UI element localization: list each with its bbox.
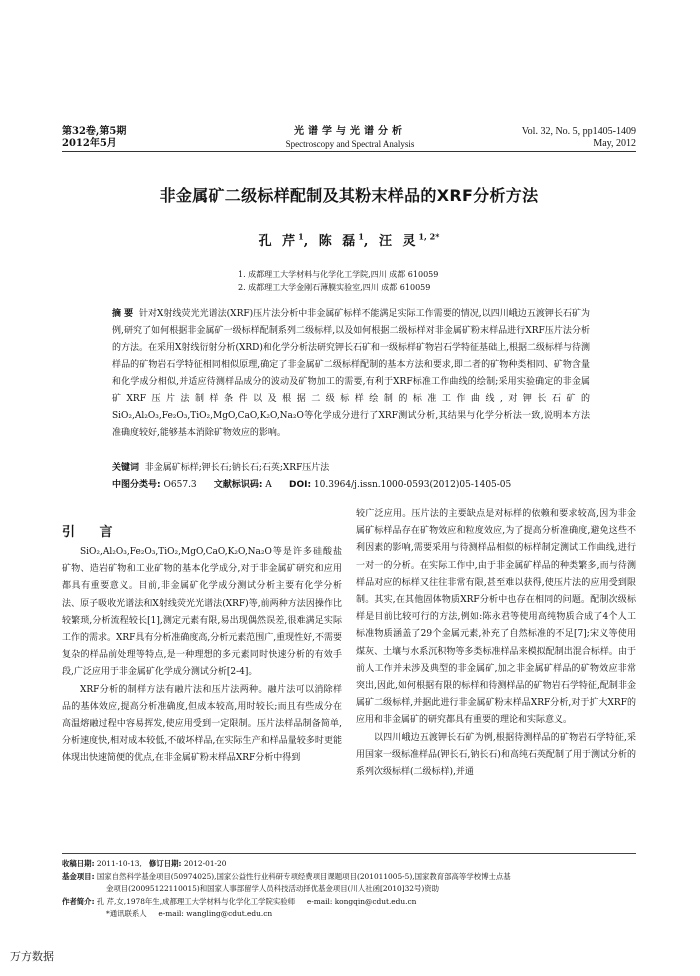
- classification: [112, 477, 590, 494]
- date-cn: 2012年5月: [62, 138, 117, 149]
- fund-line-continued: 金项目(20095122110015)和国家人事部留学人员科技活动择优基金项目(川人社函[2010]32号)资助: [106, 884, 440, 893]
- corresponding-label: *通讯联系人: [106, 909, 147, 918]
- affiliation: 1. 成都理工大学材料与化学化工学院,四川 成都 610059: [238, 270, 439, 279]
- abstract: [112, 306, 590, 442]
- footnotes: [62, 858, 636, 921]
- keywords-label: 关键词: [112, 463, 140, 473]
- author-name: 孔 芹: [258, 234, 299, 249]
- author-bio: 孔 芹,女,1978年生,成都理工大学材料与化学化工学院实验师: [96, 896, 296, 906]
- body-column-left: [62, 544, 342, 768]
- doi-label: DOI:: [288, 480, 312, 490]
- section-heading-intro: 引 言: [62, 525, 123, 540]
- fund-line: [62, 871, 636, 884]
- paragraph: 以四川峨边五渡钾长石矿为例,根据待测样品的矿物岩石学特征,采用国家一级标准样品(钾长石,钠长石)和高纯石英配制了用于测试分析的系列次级标样(二级标样),并通: [356, 732, 636, 778]
- author-name: 陈 磊: [318, 234, 359, 249]
- body-column-right: [356, 506, 636, 781]
- received-label: 收稿日期:: [62, 859, 95, 868]
- affiliation: 2. 成都理工大学金刚石薄膜实验室,四川 成都 610059: [238, 283, 431, 292]
- journal-name-cn: 光谱学与光谱分析: [294, 126, 406, 137]
- corresponding-line: [62, 908, 636, 921]
- received-date: 2011-10-13,: [96, 859, 142, 868]
- paragraph: SiO₂,Al₂O₃,Fe₂O₃,TiO₂,MgO,CaO,K₂O,Na₂O等是许多硅酸盐矿物、造岩矿物和工业矿物的基本化学成分,对于非金属矿研究和应用都具有重要意义。目前,非金属矿化学成分测试分析主要有化学分析法、原子吸收光谱法和X射线荧光光谱法(XRF)等,前两种方法因操作比较繁琐,分析流程较长[1],测定元素有限,易出现偶然误差,很难满足实际工作的需求。XRF具有分析准确度高,分析元素范围广,重现性好,不需要复杂的样品前处理等特点,是一种理想的多元素同时快速分析的有效手段,广泛应用于非金属矿化学成分测试分析[2-4]。: [62, 547, 343, 678]
- journal-name-en: Spectroscopy and Spectral Analysis: [285, 139, 415, 149]
- author-mark: 1, 2*: [418, 231, 440, 242]
- clc-label: 中图分类号:: [112, 480, 161, 490]
- author-bio-label: 作者简介:: [62, 896, 95, 906]
- fund-label: 基金项目:: [62, 871, 95, 881]
- keywords-text: 非金属矿标样;钾长石;钠长石;石英;XRF压片法: [144, 463, 330, 473]
- fund-text: 国家自然科学基金项目(50974025),国家公益性行业科研专项经费项目课题项目(201011005-5),国家教育部高等学校博士点基: [96, 871, 511, 881]
- paragraph: 较广泛应用。压片法的主要缺点是对标样的依赖和要求较高,因为非金属矿标样品存在矿物效应和粒度效应,为了提高分析准确度,避免这些不利因素的影响,需要采用与待测样品相似的标样制定测试工作曲线,进行一对一的分析。在实际工作中,由于非金属矿样品的种类繁多,而与待测样品对应的标样又往往非常有限,甚至难以获得,使压片法的应用受到限制。其实,在其他固体物质XRF分析中也存在相同的问题。配制次级标样是目前比较可行的方法,例如:陈永君等使用高纯物质合成了4个人工标准物质涵盖了29个金属元素,补充了自然标准的不足[7];宋义等使用煤灰、土壤与水系沉积物等多类标准样品来模拟配制出混合标样。由于前人工作并未涉及典型的非金属矿,加之非金属矿样品的矿物效应非常突出,因此,如何根据有限的标样和待测样品的矿物岩石学特征,配制非金属矿二级标样,并据此进行非金属矿粉末样品XRF分析,对于扩大XRF的应用和非金属矿的研究都具有重要的理论和实际意义。: [356, 509, 636, 726]
- journal-issue-cn: [62, 126, 126, 150]
- doc-code-label: 文献标识码:: [213, 480, 263, 490]
- author-list: 孔 芹$^1$, 陈 磊$^1$, 汪 灵$^{1, 2*}$: [258, 231, 440, 249]
- doc-code-value: A: [265, 480, 272, 490]
- paragraph: XRF分析的制样方法有融片法和压片法两种。融片法可以消除样品的基体效应,提高分析准确度,但成本较高,用时较长;而且有些成分在高温熔融过程中容易挥发,使应用受到一定限制。压片法样品制备简单,分析速度快,相对成本较低,不破坏样品,在实际生产和样品量较多时更能体现出快速简便的优点,在非金属矿粉末样品XRF分析中得到: [62, 684, 342, 764]
- revised-date: 2012-01-20: [183, 859, 227, 868]
- keywords: [112, 460, 590, 477]
- revised-label: 修订日期:: [148, 859, 182, 868]
- watermark: 万方数据: [10, 950, 54, 963]
- received-line: [62, 858, 636, 871]
- volume-en: Vol. 32, No. 5, pp1405-1409: [521, 126, 636, 137]
- date-en: May, 2012: [593, 138, 636, 149]
- corresponding-email: e-mail: wangling@cdut.edu.cn: [158, 909, 273, 918]
- abstract-text: 针对X射线荧光光谱法(XRF)压片法分析中非金属矿标样不能满足实际工作需要的情况,以四川峨边五渡钾长石矿为例,研究了如何根据非金属矿一级标样配制系列二级标样,以及如何根据二级标样对非金属矿粉末样品进行XRF压片法分析的方法。在采用X射线衍射分析(XRD)和化学分析法研究钾长石矿和一级标样矿物岩石学特征基础上,根据二级标样与待测样品的矿物岩石学特征相同相似原理,确定了非金属矿二级标样配制的基本方法和要求,即二者的矿物种类相同、矿物含量和化学成分相似,并适应待测样品成分的波动及矿物加工的需要,有利于XRF标准工作曲线的绘制;采用实验确定的非金属矿XRF压片法制样条件以及根据二级标样绘制的标准工作曲线,对钾长石矿的SiO₂,Al₂O₃,Fe₂O₃,TiO₂,MgO,CaO,K₂O,Na₂O等化学成分进行了XRF测试分析,其结果与化学分析法一致,说明本方法准确度较好,能够基本消除矿物效应的影响。: [112, 309, 590, 438]
- keywords-block: [112, 460, 590, 494]
- author-mark: 1: [358, 231, 364, 242]
- author-email: e-mail: kongqin@cdut.edu.cn: [306, 896, 417, 906]
- journal-name: [230, 126, 470, 150]
- abstract-label: 摘 要: [112, 309, 134, 319]
- author-bio-line: [62, 896, 636, 909]
- author-mark: 1: [298, 231, 304, 242]
- affiliations: [238, 268, 438, 294]
- journal-issue-en: [470, 126, 636, 150]
- author-name: 汪 灵: [378, 234, 419, 249]
- footnote-rule: [62, 853, 636, 854]
- header-rule: [62, 151, 636, 152]
- clc-value: O657.3: [163, 480, 197, 490]
- volume-cn: 第32卷,第5期: [62, 126, 127, 137]
- paper-title: 非金属矿二级标样配制及其粉末样品的XRF分析方法: [159, 186, 539, 205]
- doi-value: 10.3964/j.issn.1000-0593(2012)05-1405-05: [313, 480, 512, 490]
